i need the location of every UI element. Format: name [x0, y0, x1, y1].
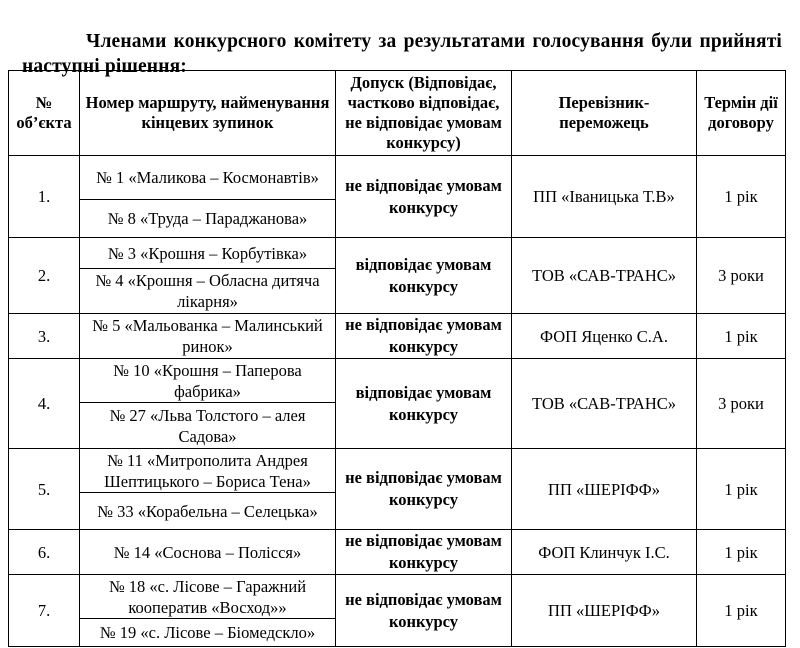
route-cell: № 8 «Труда – Параджанова» — [80, 200, 336, 238]
table-row — [9, 530, 786, 575]
term-cell: 1 рік — [697, 314, 786, 359]
header-object-number: № об’єкта — [9, 71, 80, 156]
admission-cell: не відповідає умовам конкурсу — [336, 449, 512, 530]
term-cell: 3 роки — [697, 238, 786, 314]
route-cell: № 18 «с. Лісове – Гаражний кооператив «Восход»» — [80, 575, 336, 619]
admission-cell: відповідає умовам конкурсу — [336, 359, 512, 449]
carrier-cell: ФОП Клинчук І.С. — [512, 530, 697, 575]
route-cell: № 14 «Соснова – Полісся» — [80, 530, 336, 575]
admission-cell: не відповідає умовам конкурсу — [336, 156, 512, 238]
route-cell: № 10 «Крошня – Паперова фабрика» — [80, 359, 336, 403]
route-cell: № 4 «Крошня – Обласна дитяча лікарня» — [80, 269, 336, 314]
header-row — [9, 71, 786, 156]
carrier-cell: ПП «ШЕРІФФ» — [512, 449, 697, 530]
object-number: 7. — [9, 575, 80, 647]
table-row — [9, 449, 786, 493]
carrier-cell: ТОВ «САВ-ТРАНС» — [512, 359, 697, 449]
table-row — [9, 314, 786, 359]
table-row — [9, 238, 786, 269]
route-cell: № 11 «Митрополита Андрея Шептицького – Бориса Тена» — [80, 449, 336, 493]
admission-cell: не відповідає умовам конкурсу — [336, 530, 512, 575]
carrier-cell: ПП «Іваницька Т.В» — [512, 156, 697, 238]
carrier-cell: ФОП Яценко С.А. — [512, 314, 697, 359]
object-number: 6. — [9, 530, 80, 575]
admission-cell: відповідає умовам конкурсу — [336, 238, 512, 314]
object-number: 1. — [9, 156, 80, 238]
object-number: 5. — [9, 449, 80, 530]
route-cell: № 3 «Крошня – Корбутівка» — [80, 238, 336, 269]
table-row — [9, 359, 786, 403]
admission-cell: не відповідає умовам конкурсу — [336, 314, 512, 359]
header-admission: Допуск (Відповідає, частково відповідає, не відповідає умовам конкурсу) — [336, 71, 512, 156]
carrier-cell: ПП «ШЕРІФФ» — [512, 575, 697, 647]
route-cell: № 1 «Маликова – Космонавтів» — [80, 156, 336, 200]
term-cell: 1 рік — [697, 530, 786, 575]
object-number: 4. — [9, 359, 80, 449]
route-cell: № 33 «Корабельна – Селецька» — [80, 493, 336, 530]
intro-paragraph: Членами конкурсного комітету за результатами голосування були прийняті наступні рішення: — [22, 30, 782, 77]
term-cell: 1 рік — [697, 449, 786, 530]
route-cell: № 27 «Льва Толстого – алея Садова» — [80, 403, 336, 449]
term-cell: 1 рік — [697, 156, 786, 238]
term-cell: 3 роки — [697, 359, 786, 449]
decisions-table — [8, 70, 786, 647]
header-carrier: Перевізник-переможець — [512, 71, 697, 156]
table-row — [9, 156, 786, 200]
header-contract-term: Термін дії договору — [697, 71, 786, 156]
admission-cell: не відповідає умовам конкурсу — [336, 575, 512, 647]
header-route: Номер маршруту, найменування кінцевих зупинок — [80, 71, 336, 156]
object-number: 2. — [9, 238, 80, 314]
term-cell: 1 рік — [697, 575, 786, 647]
route-cell: № 19 «с. Лісове – Біомедскло» — [80, 619, 336, 647]
route-cell: № 5 «Мальованка – Малинський ринок» — [80, 314, 336, 359]
object-number: 3. — [9, 314, 80, 359]
table-row — [9, 575, 786, 619]
carrier-cell: ТОВ «САВ-ТРАНС» — [512, 238, 697, 314]
